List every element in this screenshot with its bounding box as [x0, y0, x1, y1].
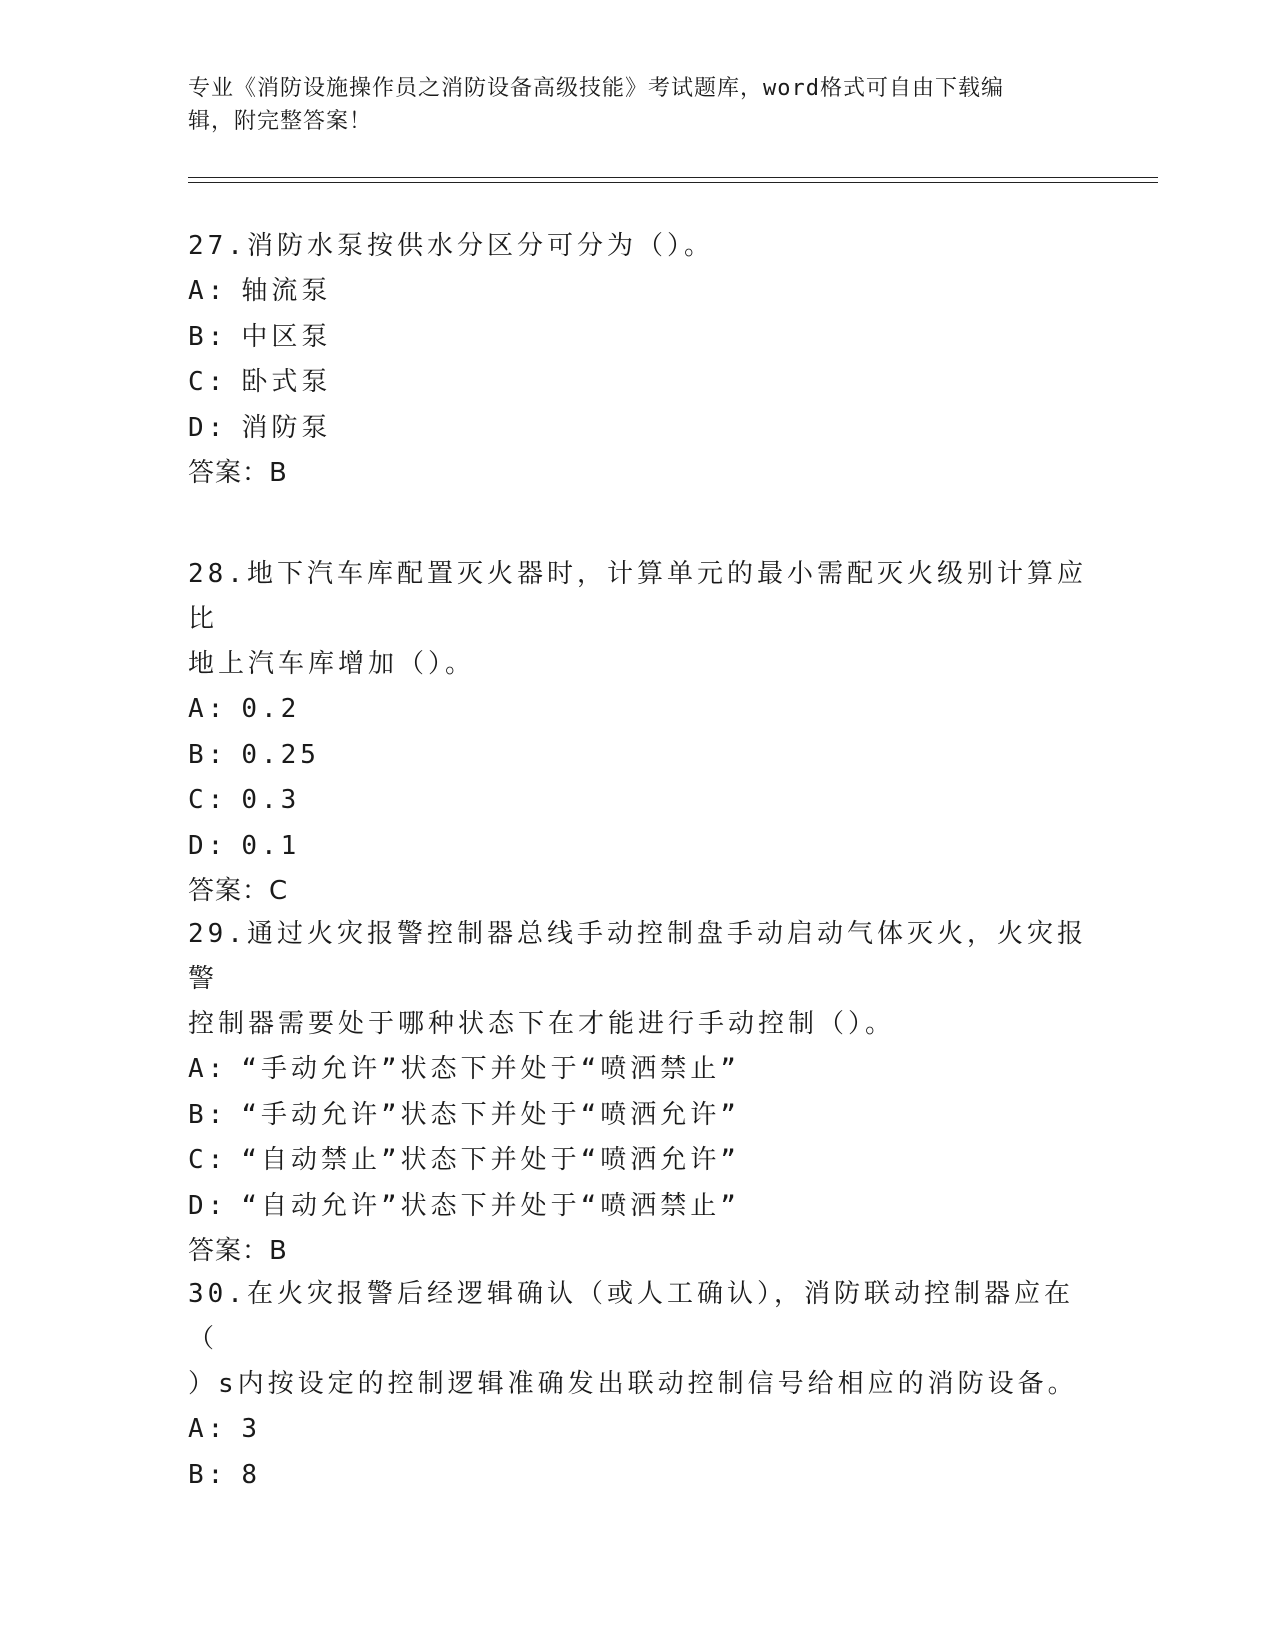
- option-text: “手动允许”状态下并处于“喷洒允许”: [241, 1099, 740, 1130]
- option-c: [188, 1138, 1088, 1184]
- option-letter: A:: [188, 276, 228, 306]
- option-letter: D:: [188, 830, 228, 861]
- option-c: [188, 360, 1088, 406]
- option-d: [188, 406, 1088, 452]
- option-text: “手动允许”状态下并处于“喷洒禁止”: [241, 1054, 740, 1084]
- option-b: [188, 315, 1088, 361]
- option-letter: C:: [188, 367, 228, 397]
- option-letter: C:: [188, 1145, 228, 1175]
- option-a: [188, 687, 1088, 733]
- question-stem-line: 28.地下汽车库配置灭火器时，计算单元的最小需配灭火级别计算应比: [188, 559, 1087, 634]
- option-a: [188, 1047, 1088, 1093]
- option-letter: A:: [188, 694, 228, 724]
- header-divider-top: [188, 177, 1158, 178]
- question-30: [188, 1272, 1088, 1498]
- question-27: [188, 224, 1088, 496]
- option-text: 0.3: [241, 785, 301, 815]
- option-letter: D:: [188, 412, 228, 443]
- question-29: [188, 912, 1088, 1274]
- option-text: “自动禁止”状态下并处于“喷洒允许”: [241, 1145, 740, 1175]
- question-28: [188, 552, 1088, 914]
- option-text: 轴流泵: [241, 276, 332, 306]
- question-stem-line: 27.消防水泵按供水分区分可分为（）。: [188, 231, 714, 261]
- answer-line: 答案：B: [188, 458, 288, 488]
- question-stem-line: 29.通过火灾报警控制器总线手动控制盘手动启动气体灭火，火灾报警: [188, 919, 1087, 994]
- document-header: [188, 72, 1068, 138]
- option-d: [188, 1184, 1088, 1230]
- option-letter: B:: [188, 1459, 228, 1490]
- option-d: [188, 824, 1088, 870]
- option-text: 卧式泵: [241, 367, 332, 397]
- option-c: [188, 778, 1088, 824]
- option-letter: D:: [188, 1190, 228, 1221]
- option-text: 中区泵: [241, 321, 332, 352]
- question-stem-line: 地上汽车库增加（）。: [188, 649, 476, 679]
- option-b: [188, 1093, 1088, 1139]
- answer-line: 答案：C: [188, 876, 289, 906]
- question-stem-line: 控制器需要处于哪种状态下在才能进行手动控制（）。: [188, 1009, 896, 1039]
- option-text: 消防泵: [241, 412, 332, 443]
- option-a: [188, 269, 1088, 315]
- answer-line: 答案：B: [188, 1236, 288, 1266]
- header-line-2: 辑，附完整答案！: [188, 109, 373, 134]
- option-text: 8: [241, 1459, 261, 1490]
- option-text: 0.1: [241, 830, 301, 861]
- header-line-1: 专业《消防设施操作员之消防设备高级技能》考试题库，word格式可自由下载编: [188, 76, 1004, 101]
- option-letter: B:: [188, 1099, 228, 1130]
- question-stem-line: 30.在火灾报警后经逻辑确认（或人工确认），消防联动控制器应在（: [188, 1279, 1074, 1354]
- option-text: 0.25: [241, 739, 320, 770]
- header-divider-bottom: [188, 182, 1158, 183]
- option-letter: A:: [188, 1414, 228, 1444]
- option-b: [188, 733, 1088, 779]
- question-stem-line: ）s内按设定的控制逻辑准确发出联动控制信号给相应的消防设备。: [188, 1369, 1078, 1399]
- option-letter: A:: [188, 1054, 228, 1084]
- option-letter: B:: [188, 739, 228, 770]
- option-text: “自动允许”状态下并处于“喷洒禁止”: [241, 1190, 740, 1221]
- option-letter: B:: [188, 321, 228, 352]
- option-text: 3: [241, 1414, 261, 1444]
- option-text: 0.2: [241, 694, 301, 724]
- option-letter: C:: [188, 785, 228, 815]
- option-b: [188, 1453, 1088, 1499]
- option-a: [188, 1407, 1088, 1453]
